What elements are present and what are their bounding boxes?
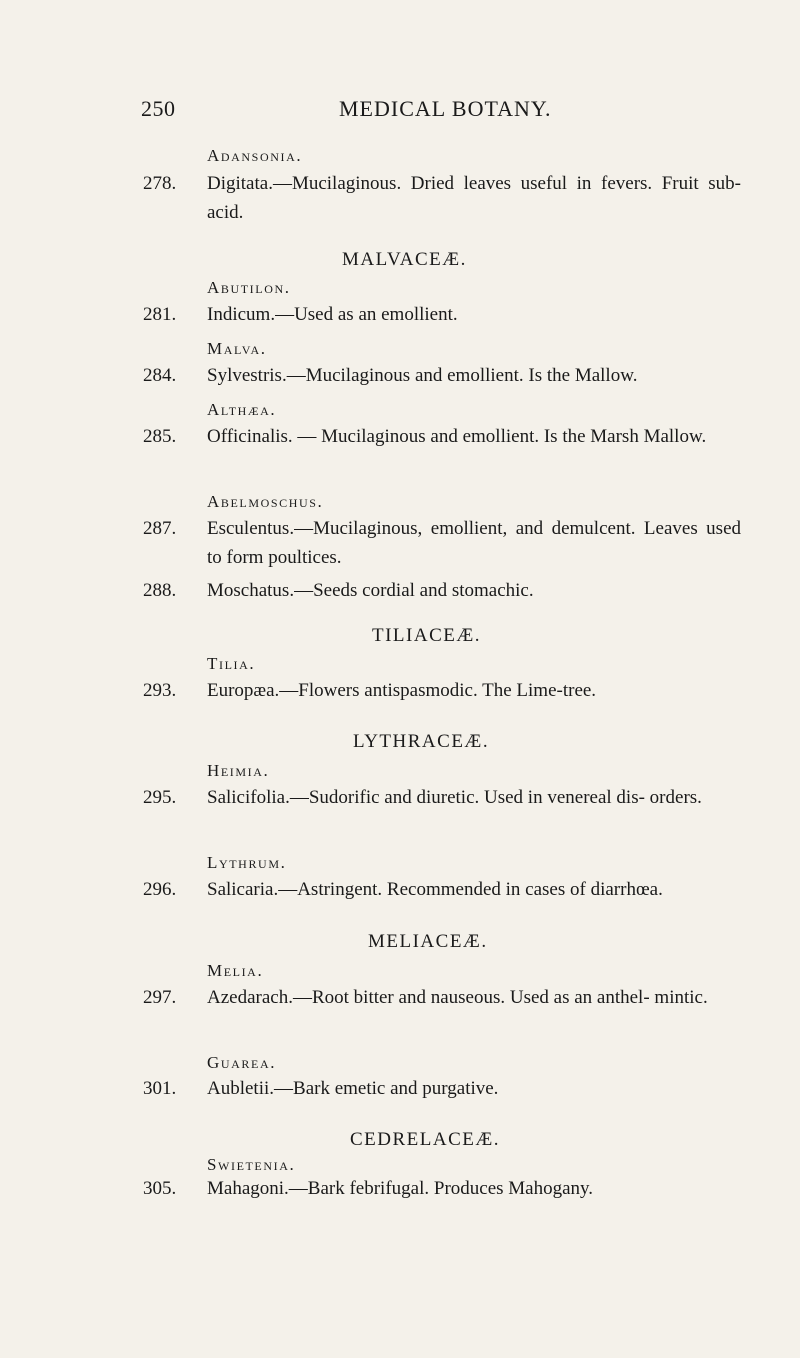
entry-text: Indicum.—Used as an emollient. bbox=[207, 304, 458, 325]
entry-number: 297. bbox=[143, 987, 177, 1008]
entry-number: 301. bbox=[143, 1078, 177, 1099]
family-heading-malvaceae: MALVACEÆ. bbox=[342, 249, 467, 270]
genus-heading-lythrum: Lythrum. bbox=[207, 853, 287, 872]
entry-number: 287. bbox=[143, 518, 177, 539]
genus-heading-abelmoschus: Abelmoschus. bbox=[207, 492, 324, 511]
entry-293 bbox=[143, 676, 743, 705]
entry-278 bbox=[143, 169, 743, 227]
entry-text: Azedarach.—Root bitter and nauseous. Used as an anthel- mintic. bbox=[207, 987, 708, 1008]
running-title: MEDICAL BOTANY. bbox=[339, 96, 552, 121]
running-head bbox=[141, 96, 681, 128]
entry-text: Salicifolia.—Sudorific and diuretic. Used in venereal dis- orders. bbox=[207, 787, 702, 808]
genus-heading-althaea: Althæa. bbox=[207, 400, 277, 419]
genus-heading-malva: Malva. bbox=[207, 339, 267, 358]
entry-text: Officinalis. — Mucilaginous and emollient. Is the Marsh Mallow. bbox=[207, 426, 707, 447]
family-heading-meliaceae: MELIACEÆ. bbox=[368, 931, 488, 952]
entry-284 bbox=[143, 361, 743, 390]
entry-295 bbox=[143, 783, 743, 812]
genus-heading-swietenia: Swietenia. bbox=[207, 1155, 296, 1174]
entry-301 bbox=[143, 1074, 743, 1103]
genus-heading-tilia: Tilia. bbox=[207, 654, 256, 673]
entry-288 bbox=[143, 576, 743, 605]
family-heading-tiliaceae: TILIACEÆ. bbox=[372, 625, 482, 646]
entry-296 bbox=[143, 875, 743, 904]
entry-text: Esculentus.—Mucilaginous, emollient, and demulcent. Leaves used to form poultices. bbox=[207, 518, 741, 568]
entry-number: 305. bbox=[143, 1178, 177, 1199]
family-heading-lythraceae: LYTHRACEÆ. bbox=[353, 731, 490, 752]
genus-heading-adansonia: Adansonia. bbox=[207, 146, 303, 165]
entry-number: 281. bbox=[143, 304, 177, 325]
entry-285 bbox=[143, 422, 743, 451]
entry-text: Europæa.—Flowers antispasmodic. The Lime-tree. bbox=[207, 680, 597, 701]
entry-number: 296. bbox=[143, 879, 177, 900]
entry-number: 295. bbox=[143, 787, 177, 808]
family-heading-cedrelaceae: CEDRELACEÆ. bbox=[350, 1129, 501, 1150]
page-number: 250 bbox=[141, 96, 176, 121]
entry-number: 293. bbox=[143, 680, 177, 701]
entry-number: 288. bbox=[143, 580, 177, 601]
entry-text: Moschatus.—Seeds cordial and stomachic. bbox=[207, 580, 534, 601]
entry-text: Aubletii.—Bark emetic and purgative. bbox=[207, 1078, 499, 1099]
entry-287 bbox=[143, 514, 743, 572]
entry-number: 285. bbox=[143, 426, 177, 447]
genus-heading-melia: Melia. bbox=[207, 961, 264, 980]
entry-297 bbox=[143, 983, 743, 1012]
entry-text: Mahagoni.—Bark febrifugal. Produces Mahogany. bbox=[207, 1178, 594, 1199]
entry-text: Salicaria.—Astringent. Recommended in cases of diarrhœa. bbox=[207, 879, 663, 900]
entry-number: 284. bbox=[143, 365, 177, 386]
entry-text: Sylvestris.—Mucilaginous and emollient. Is the Mallow. bbox=[207, 365, 638, 386]
entry-305 bbox=[143, 1174, 743, 1203]
entry-281 bbox=[143, 300, 743, 329]
entry-text: Digitata.—Mucilaginous. Dried leaves useful in fevers. Fruit sub-acid. bbox=[207, 173, 741, 223]
genus-heading-heimia: Heimia. bbox=[207, 761, 270, 780]
entry-number: 278. bbox=[143, 173, 177, 194]
genus-heading-abutilon: Abutilon. bbox=[207, 278, 291, 297]
genus-heading-guarea: Guarea. bbox=[207, 1053, 277, 1072]
